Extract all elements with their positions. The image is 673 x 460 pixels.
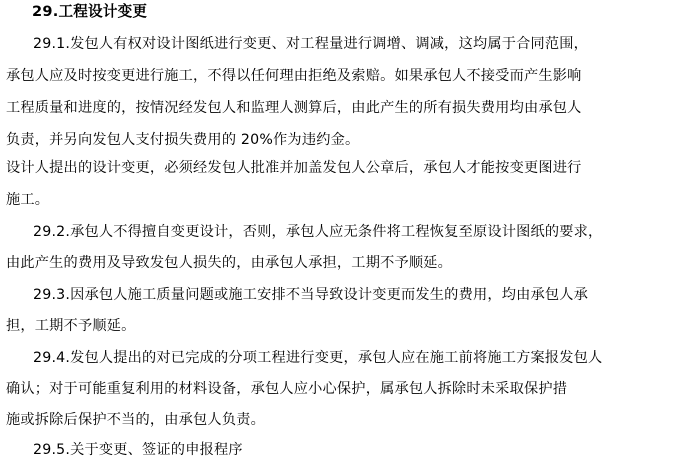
- paragraph-line: 设计人提出的设计变更，必须经发包人批准并加盖发包人公章后，承包人才能按变更图进行: [6, 160, 582, 176]
- paragraph-line: 承包人应及时按变更进行施工，不得以任何理由拒绝及索赔。如果承包人不接受而产生影响: [6, 68, 582, 84]
- paragraph-line: 施或拆除后保护不当的，由承包人负责。: [6, 412, 265, 428]
- paragraph-line: 由此产生的费用及导致发包人损失的，由承包人承担，工期不予顺延。: [6, 255, 453, 271]
- paragraph-line: 确认；对于可能重复利用的材料设备，承包人应小心保护，属承包人拆除时未采取保护措: [6, 381, 568, 397]
- paragraph-line: 29.3.因承包人施工质量问题或施工安排不当导致设计变更而发生的费用，均由承包人承: [33, 287, 589, 303]
- paragraph-line: 29.2.承包人不得擅自变更设计，否则，承包人应无条件将工程恢复至原设计图纸的要求，: [33, 224, 603, 240]
- paragraph-line: 负责，并另向发包人支付损失费用的 20%作为违约金。: [6, 132, 360, 148]
- paragraph-line: 担，工期不予顺延。: [6, 318, 136, 334]
- paragraph-line: 施工。: [6, 192, 50, 208]
- paragraph-line: 29.4.发包人提出的对已完成的分项工程进行变更，承包人应在施工前将施工方案报发包人: [33, 350, 603, 366]
- paragraph-line: 工程质量和进度的，按情况经发包人和监理人测算后，由此产生的所有损失费用均由承包人: [6, 100, 582, 116]
- section-heading: 29.工程设计变更: [32, 3, 148, 20]
- paragraph-line: 29.1.发包人有权对设计图纸进行变更、对工程量进行调增、调减，这均属于合同范围，: [33, 36, 589, 52]
- paragraph-line: 29.5.关于变更、签证的申报程序: [33, 442, 243, 458]
